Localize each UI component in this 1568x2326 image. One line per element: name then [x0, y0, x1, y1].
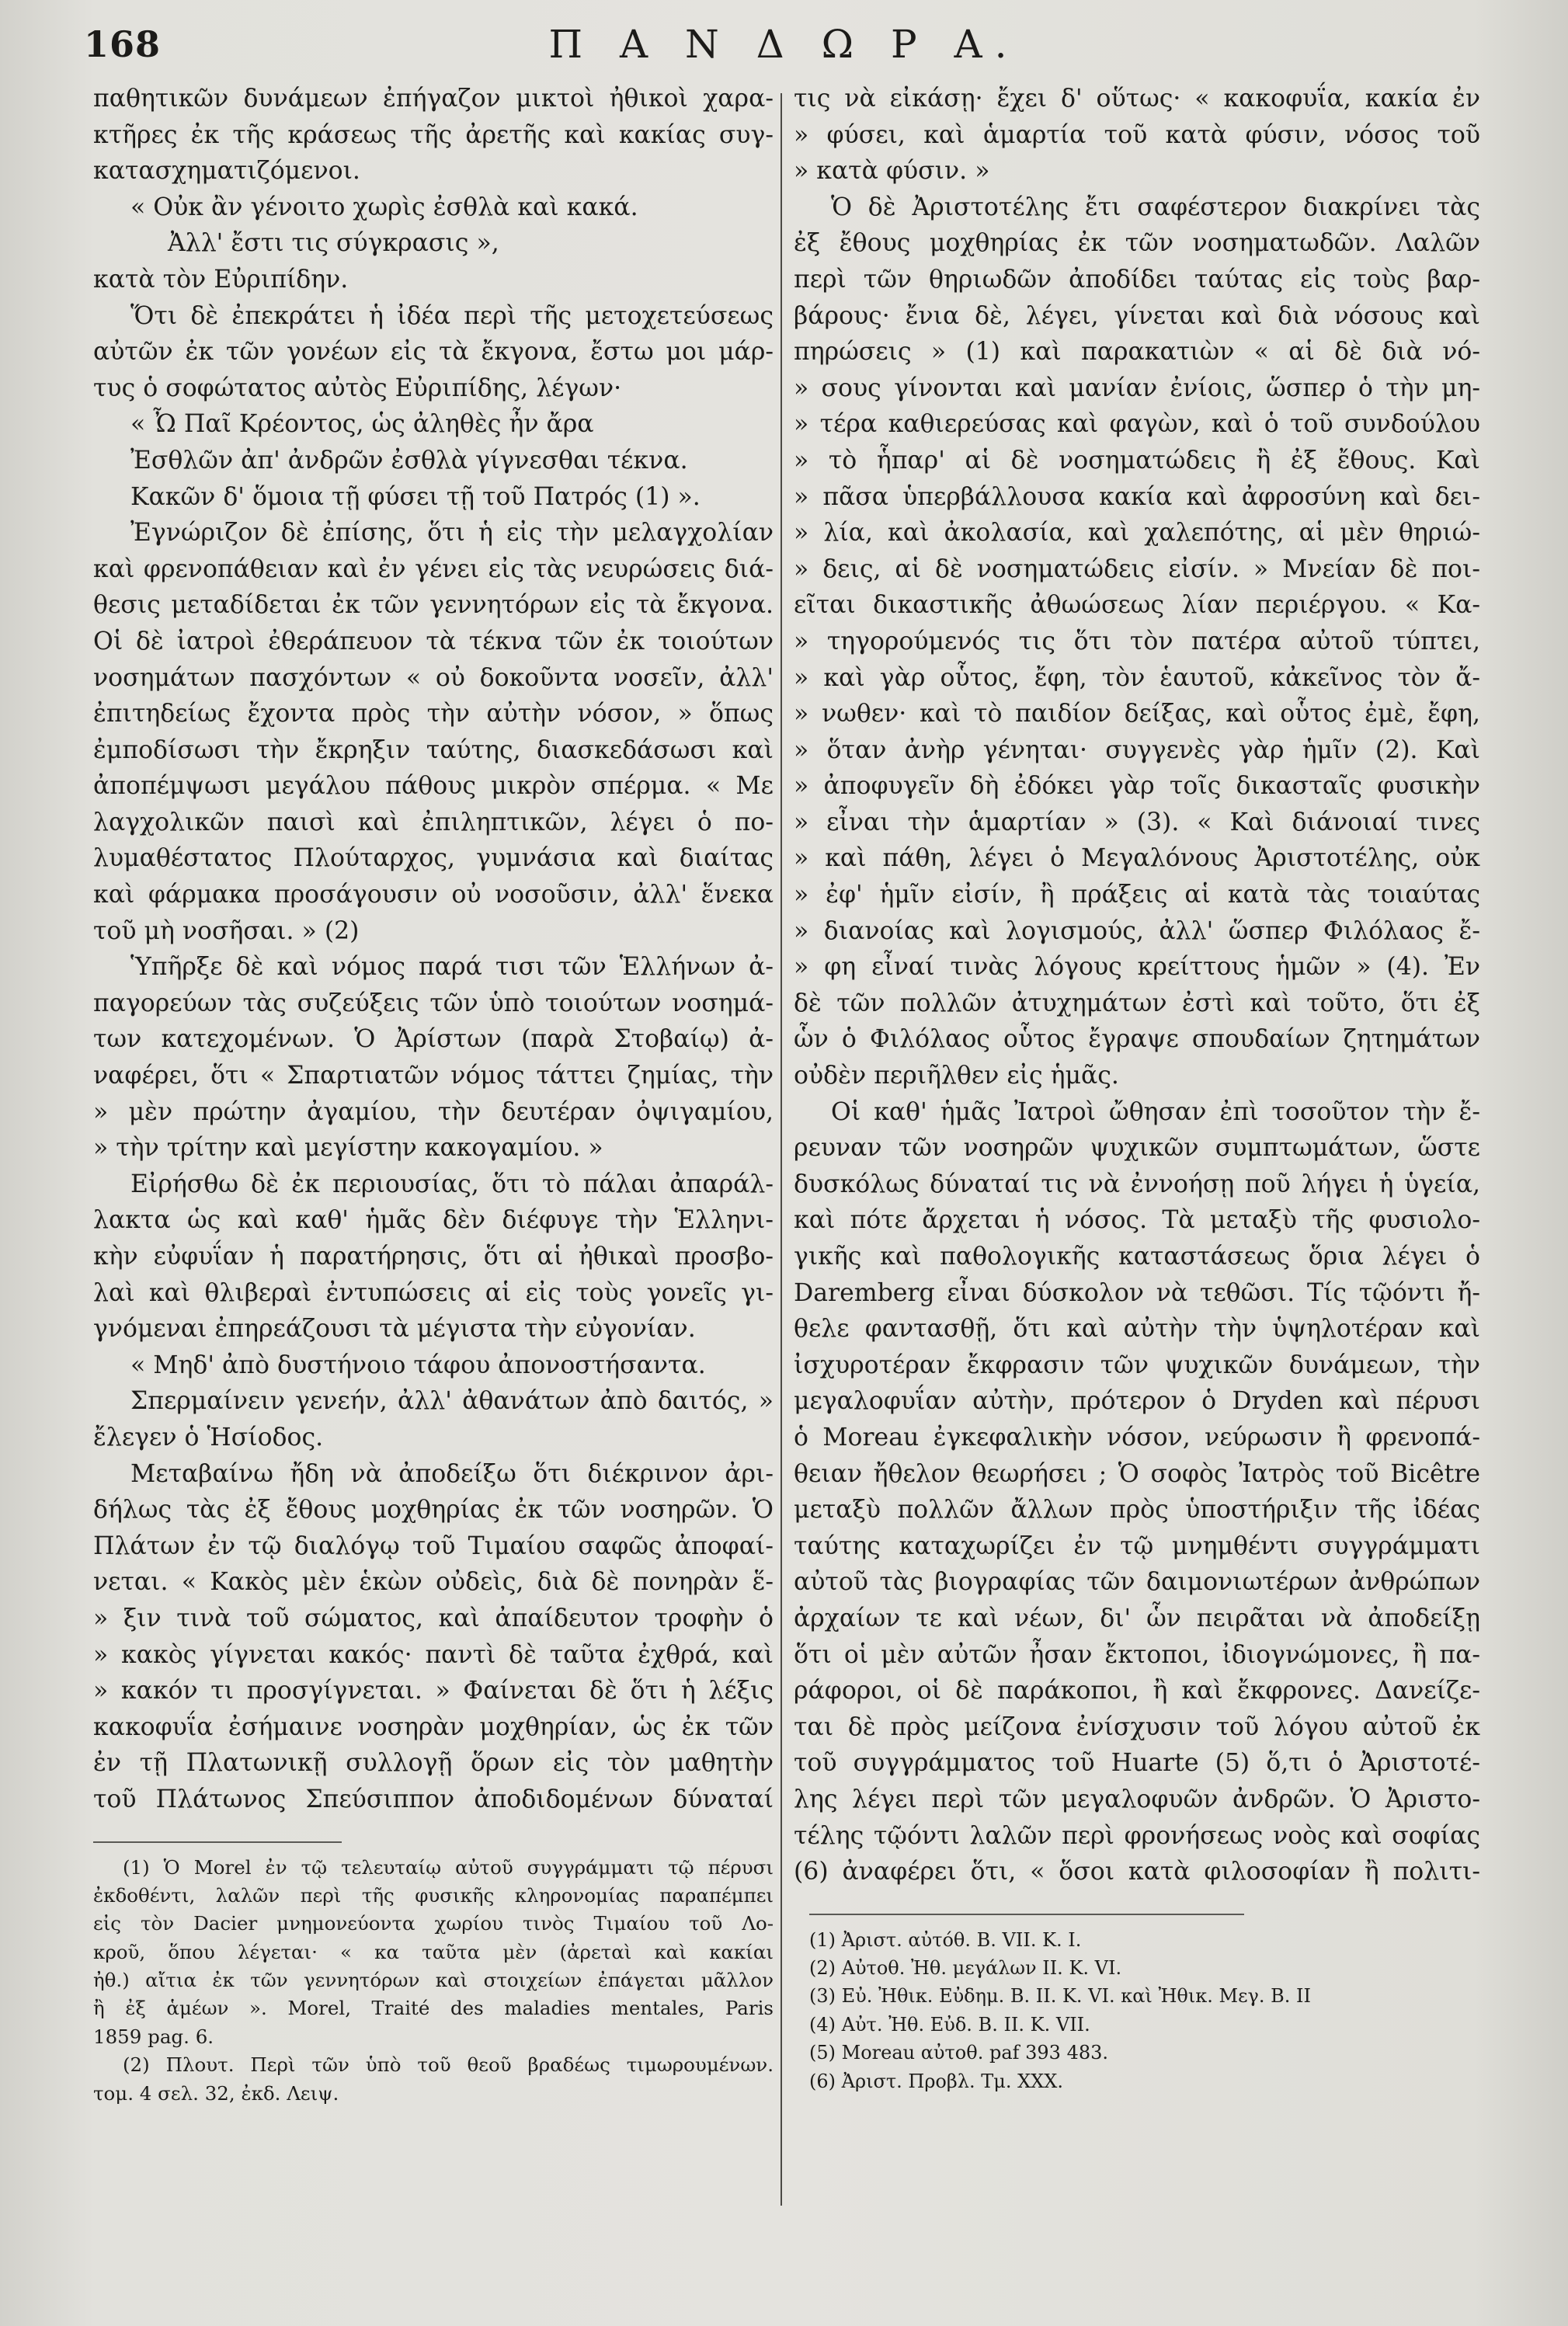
text-line: » ὅταν ἀνὴρ γένηται· συγγενὲς γὰρ ἡμῖν (2). Καὶ [794, 735, 1480, 764]
text-line: θελε φαντασθῇ, ὅτι καὶ αὐτὴν τὴν ὑψηλοτέραν καὶ [794, 1315, 1480, 1344]
text-line: λακτα ὡς καὶ καθ' ἡμᾶς δὲν διέφυγε τὴν Ἑλληνι- [93, 1206, 774, 1235]
text-line: γικῆς καὶ παθολογικῆς καταστάσεως ὅρια λέγει ὁ [794, 1243, 1480, 1271]
text-line: νοσημάτων πασχόντων « οὐ δοκοῦντα νοσεῖν, ἀλλ' [93, 663, 774, 692]
footnote-line: (1) Ὁ Morel ἐν τῷ τελευταίῳ αὐτοῦ συγγράμματι τῷ πέρυσι [123, 1855, 774, 1879]
text-line: περὶ τῶν θηριωδῶν ἀποδίδει ταύτας εἰς τοὺς βαρ- [794, 265, 1480, 294]
verse-line: « Μηδ' ἀπὸ δυστήνοιο τάφου ἀπονοστήσαντα. [130, 1351, 706, 1379]
text-line: λαὶ καὶ θλιβεραὶ ἐντυπώσεις αἱ εἰς τοὺς γονεῖς γι- [93, 1278, 774, 1307]
footnote-rule [809, 1914, 1244, 1915]
text-line: » τέρα καθιερεύσας καὶ φαγὼν, καὶ ὁ τοῦ συνδούλου [794, 410, 1480, 439]
text-line: τέλης τῷόντι λαλῶν περὶ φρονήσεως νοὸς καὶ σοφίας [794, 1821, 1480, 1850]
text-line: λαγχολικῶν παισὶ καὶ ἐπιληπτικῶν, λέγει ὁ πο- [93, 808, 774, 836]
text-line: μεγαλοφυΐαν αὐτὴν, πρότερον ὁ Dryden καὶ πέρυσι [794, 1387, 1480, 1416]
text-line: βάρους· ἔνια δὲ, λέγει, γίνεται καὶ διὰ νόσους καὶ [794, 301, 1480, 330]
text-line: θεσις μεταδίδεται ἐκ τῶν γεννητόρων εἰς τὰ ἔκγονα. [93, 591, 774, 620]
text-line: κτῆρες ἐκ τῆς κράσεως τῆς ἀρετῆς καὶ κακίας συγ- [93, 120, 774, 149]
text-line: » καὶ πάθη, λέγει ὁ Μεγαλόνους Ἀριστοτέλης, οὐκ [794, 844, 1480, 873]
text-line: Daremberg εἶναι δύσκολον νὰ τεθῶσι. Τίς τῷόντι ἤ- [794, 1278, 1480, 1307]
text-line: ὧν ὁ Φιλόλαος οὗτος ἔγραψε σπουδαίων ζητημάτων [794, 1025, 1480, 1054]
text-line: ὅτι οἱ μὲν αὐτῶν ἦσαν ἔκτοποι, ἰδιογνώμονες, ἢ πα- [794, 1640, 1480, 1669]
text-line: Μεταβαίνω ἤδη νὰ ἀποδείξω ὅτι διέκρινον ἀρι- [130, 1459, 774, 1488]
text-line: Εἰρήσθω δὲ ἐκ περιουσίας, ὅτι τὸ πάλαι ἀπαράλ- [130, 1170, 774, 1198]
text-line: » καὶ γὰρ οὗτος, ἔφη, τὸν ἑαυτοῦ, κἀκεῖνος τὸν ἄ- [794, 663, 1480, 692]
text-line: νεται. « Κακὸς μὲν ἑκὼν οὐδεὶς, διὰ δὲ πονηρὰν ἕ- [93, 1568, 774, 1597]
text-line: Ὑπῆρξε δὲ καὶ νόμος παρά τισι τῶν Ἑλλήνων ἀ- [130, 953, 774, 982]
footnote-line: κροῦ, ὅπου λέγεται· « κα ταῦτα μὲν (ἀρεταὶ καὶ κακίαι [93, 1940, 774, 1963]
right-column-text [794, 81, 1480, 1890]
text-line: ρευναν τῶν νοσηρῶν ψυχικῶν συμπτωμάτων, ὥστε [794, 1134, 1480, 1163]
running-title: Π Α Ν Δ Ω Ρ Α. [548, 22, 1020, 67]
text-line: » τηγορούμενός τις ὅτι τὸν πατέρα αὐτοῦ τύπτει, [794, 627, 1480, 655]
text-line: » σους γίνονται καὶ μανίαν ἐνίοις, ὥσπερ ὁ τὴν μη- [794, 374, 1480, 402]
footnote-line: (6) Ἀριστ. Προβλ. Τμ. XXX. [809, 2070, 1063, 2092]
text-line: παγορεύων τὰς συζεύξεις τῶν ὑπὸ τοιούτων νοσημά- [93, 989, 774, 1017]
left-column [93, 81, 774, 2108]
text-line: Πλάτων ἐν τῷ διαλόγῳ τοῦ Τιμαίου σαφῶς ἀποφαί- [93, 1532, 774, 1560]
text-line: » μὲν πρώτην ἀγαμίου, τὴν δευτέραν ὀψιγαμίου, [93, 1097, 774, 1126]
text-line: ἔλεγεν ὁ Ἡσίοδος. [93, 1423, 324, 1452]
text-line: » φη εἶναί τινὰς λόγους κρείττους ἡμῶν » (4). Ἐν [794, 953, 1480, 982]
verse-line: Ἀλλ' ἔστι τις σύγκρασις », [168, 229, 499, 258]
text-line: ἀποπέμψωσι μεγάλου πάθους μικρὸν σπέρμα. « Με [93, 772, 774, 801]
text-line: δήλως τὰς ἐξ ἔθους μοχθηρίας ἐκ τῶν νοσηρῶν. Ὁ [93, 1496, 774, 1525]
text-line: λης λέγει περὶ τῶν μεγαλοφυῶν ἀνδρῶν. Ὁ Ἀριστο- [794, 1785, 1480, 1813]
left-footnotes [93, 1854, 774, 2109]
footnote-line: ἐκδοθέντι, λαλῶν περὶ τῆς φυσικῆς κληρονομίας παραπέμπει [93, 1883, 774, 1907]
verse-line: « Ὦ Παῖ Κρέοντος, ὡς ἀληθὲς ἦν ἄρα [130, 410, 594, 439]
verse-line: Σπερμαίνειν γενεήν, ἀλλ' ἀθανάτων ἀπὸ δαιτός, » [130, 1387, 774, 1416]
text-line: Ὅτι δὲ ἐπεκράτει ἡ ἰδέα περὶ τῆς μετοχετεύσεως [130, 301, 774, 330]
text-line: Ὁ δὲ Ἀριστοτέλης ἔτι σαφέστερον διακρίνει τὰς [831, 193, 1480, 221]
text-line: κὴν εὐφυΐαν ἡ παρατήρησις, ὅτι αἱ ἠθικαὶ προσβο- [93, 1243, 774, 1271]
text-line: κατὰ τὸν Εὐριπίδην. [93, 265, 349, 294]
verse-line: Ἐσθλῶν ἀπ' ἀνδρῶν ἐσθλὰ γίγνεσθαι τέκνα. [130, 446, 688, 475]
text-line: » ἀποφυγεῖν δὴ ἐδόκει γὰρ τοῖς δικασταῖς φυσικὴν [794, 772, 1480, 801]
text-line: ἐμποδίσωσι τὴν ἔκρηξιν ταύτης, διασκεδάσωσι καὶ [93, 735, 774, 764]
verse-line: Κακῶν δ' ὅμοια τῇ φύσει τῇ τοῦ Πατρός (1) ». [130, 482, 701, 511]
footnote-line: (3) Εὐ. Ἠθικ. Εὐδημ. Β. II. Κ. VI. καὶ Ἠθικ. Μεγ. Β. II [809, 1985, 1312, 2008]
text-line: μεταξὺ πολλῶν ἄλλων πρὸς ὑποστήριξιν τῆς ἰδέας [794, 1496, 1480, 1525]
text-line: ἐν τῇ Πλατωνικῇ συλλογῇ ὅρων εἰς τὸν μαθητὴν [93, 1749, 774, 1778]
right-column [794, 81, 1480, 2095]
page-header [0, 0, 1568, 85]
text-line: κακοφυΐα ἐσήμαινε νοσηρὰν μοχθηρίαν, ὡς ἐκ τῶν [93, 1712, 774, 1741]
text-line: πηρώσεις » (1) καὶ παρακατιὼν « αἱ δὲ διὰ νό- [794, 338, 1480, 367]
text-line: ράφοροι, οἱ δὲ παράκοποι, ἢ καὶ ἔκφρονες. Δανείζε- [794, 1677, 1480, 1705]
text-line: » κακόν τι προσγίγνεται. » Φαίνεται δὲ ὅτι ἡ λέξις [93, 1677, 774, 1705]
text-line: κατασχηματιζόμενοι. [93, 157, 360, 186]
right-footnotes [794, 1926, 1480, 2095]
text-line: καὶ φάρμακα προσάγουσιν οὐ νοσοῦσιν, ἀλλ' ἕνεκα [93, 881, 774, 909]
text-line: ται δὲ πρὸς μείζονα ἐνίσχυσιν τοῦ λόγου αὐτοῦ ἐκ [794, 1712, 1480, 1741]
text-line: » δεις, αἱ δὲ νοσηματώδεις εἰσίν. » Μνείαν δὲ ποι- [794, 555, 1480, 583]
text-line: δὲ τῶν πολλῶν ἀτυχημάτων ἐστὶ καὶ τοῦτο, ὅτι ἐξ [794, 989, 1480, 1017]
text-line: ὁ Moreau ἐγκεφαλικὴν νόσον, νεύρωσιν ἢ φρενοπά- [794, 1423, 1480, 1452]
footnote-line: εἰς τὸν Dacier μνημονεύοντα χωρίου τινὸς Τιμαίου τοῦ Λο- [93, 1912, 774, 1935]
text-line: θειαν ἤθελον θεωρήσει ; Ὁ σοφὸς Ἰατρὸς τοῦ Bicêtre [794, 1459, 1480, 1488]
text-line: » κατὰ φύσιν. » [794, 157, 990, 186]
text-line: τοῦ Πλάτωνος Σπεύσιππον ἀποδιδομένων δύναταί [93, 1785, 774, 1813]
text-line: » διανοίας καὶ λογισμούς, ἀλλ' ὥσπερ Φιλόλαος ἔ- [794, 916, 1480, 945]
page-number: 168 [84, 23, 162, 65]
left-column-text [93, 81, 774, 1818]
text-line: » τὴν τρίτην καὶ μεγίστην κακογαμίου. » [93, 1134, 603, 1163]
text-line: τοῦ συγγράμματος τοῦ Huarte (5) ὅ,τι ὁ Ἀριστοτέ- [794, 1749, 1480, 1778]
footnote-line: ἢ ἐξ ἁμέων ». Morel, Traité des maladies mentales, Paris [93, 1997, 774, 2020]
text-line: εῖται δικαστικῆς ἀθωώσεως λίαν περιέργου. « Κα- [794, 591, 1480, 620]
text-line: τις νὰ εἰκάσῃ· ἔχει δ' οὕτως· « κακοφυΐα, κακία ἐν [794, 85, 1480, 113]
text-line: Οἱ καθ' ἡμᾶς Ἰατροὶ ὤθησαν ἐπὶ τοσοῦτον τὴν ἔ- [831, 1097, 1480, 1126]
text-line: » ξιν τινὰ τοῦ σώματος, καὶ ἀπαίδευτον τροφὴν ὁ [93, 1604, 774, 1632]
text-line: ναφέρει, ὅτι « Σπαρτιατῶν νόμος τάττει ζημίας, τὴν [93, 1062, 774, 1090]
footnote-line: τομ. 4 σελ. 32, ἐκδ. Λειψ. [93, 2081, 339, 2105]
text-line: » λία, καὶ ἀκολασία, καὶ χαλεπότης, αἱ μὲν θηριώ- [794, 519, 1480, 548]
text-line: αὐτοῦ τὰς βιογραφίας τῶν δαιμονιωτέρων ἀνθρώπων [794, 1568, 1480, 1597]
text-line: Ἐγνώριζον δὲ ἐπίσης, ὅτι ἡ εἰς τὴν μελαγχολίαν [130, 519, 774, 548]
text-line: τυς ὁ σοφώτατος αὐτὸς Εὐριπίδης, λέγων· [93, 374, 622, 402]
text-line: γνόμεναι ἐπηρεάζουσι τὰ μέγιστα τὴν εὐγονίαν. [93, 1315, 696, 1344]
footnote-line: (2) Πλουτ. Περὶ τῶν ὑπὸ τοῦ θεοῦ βραδέως τιμωρουμένων. [123, 2053, 774, 2077]
text-line: παθητικῶν δυνάμεων ἐπήγαζον μικτοὶ ἠθικοὶ χαρα- [93, 85, 774, 113]
text-line: » ἐφ' ἡμῖν εἰσίν, ἢ πράξεις αἱ κατὰ τὰς τοιαύτας [794, 881, 1480, 909]
verse-line: « Οὐκ ἂν γένοιτο χωρὶς ἐσθλὰ καὶ κακά. [130, 193, 638, 221]
text-line: τοῦ μὴ νοσῆσαι. » (2) [93, 916, 360, 945]
text-line: δυσκόλως δύναταί τις νὰ ἐννοήσῃ ποῦ λήγει ἡ ὑγεία, [794, 1170, 1480, 1198]
text-line: » κακὸς γίγνεται κακός· παντὶ δὲ ταῦτα ἐχθρά, καὶ [93, 1640, 774, 1669]
text-line: οὐδὲν περιῆλθεν εἰς ἡμᾶς. [794, 1062, 1119, 1090]
text-line: ταύτης καταχωρίζει ἐν τῷ μνημθέντι συγγράμματι [794, 1532, 1480, 1560]
column-divider [781, 93, 782, 2206]
text-line: » τὸ ἧπαρ' αἱ δὲ νοσηματώδεις ἢ ἐξ ἔθους. Καὶ [794, 446, 1480, 475]
text-line: » εἶναι τὴν ἁμαρτίαν » (3). « Καὶ διάνοιαί τινες [794, 808, 1480, 836]
text-line: Οἱ δὲ ἰατροὶ ἐθεράπευον τὰ τέκνα τῶν ἐκ τοιούτων [93, 627, 774, 655]
footnote-rule [93, 1841, 342, 1843]
text-line: καὶ φρενοπάθειαν καὶ ἐν γένει εἰς τὰς νευρώσεις διά- [93, 555, 774, 583]
footnote-line: (2) Αὐτοθ. Ἠθ. μεγάλων II. Κ. VI. [809, 1957, 1122, 1980]
text-line: ἰσχυροτέραν ἔκφρασιν τῶν ψυχικῶν δυνάμεων, τὴν [794, 1351, 1480, 1379]
footnote-line: (4) Αὐτ. Ἠθ. Εὐδ. Β. II. Κ. VII. [809, 2013, 1090, 2036]
text-line: » φύσει, καὶ ἁμαρτία τοῦ κατὰ φύσιν, νόσος τοῦ [794, 120, 1480, 149]
footnote-line: ἠθ.) αἴτια ἐκ τῶν γεννητόρων καὶ στοιχείων ἐπάγεται μᾶλλον [93, 1969, 774, 1992]
text-line: » νωθεν· καὶ τὸ παιδίον δείξας, καὶ οὗτος ἐμὲ, ἔφη, [794, 700, 1480, 728]
text-line: καὶ πότε ἄρχεται ἡ νόσος. Τὰ μεταξὺ τῆς φυσιολο- [794, 1206, 1480, 1235]
text-line: αὐτῶν ἐκ τῶν γονέων εἰς τὰ ἔκγονα, ἔστω μοι μάρ- [93, 338, 774, 367]
text-line: ἐπιτηδείως ἔχοντα πρὸς τὴν αὐτὴν νόσον, » ὅπως [93, 700, 774, 728]
footnote-line: (1) Ἀριστ. αὐτόθ. Β. VII. Κ. I. [809, 1928, 1082, 1951]
text-line: ἐξ ἔθους μοχθηρίας ἐκ τῶν νοσηματωδῶν. Λαλῶν [794, 229, 1480, 258]
text-line: (6) ἀναφέρει ὅτι, « ὅσοι κατὰ φιλοσοφίαν ἢ πολιτι- [794, 1858, 1480, 1886]
footnote-line: 1859 pag. 6. [93, 2025, 214, 2048]
footnote-line: (5) Moreau αὐτοθ. paf 393 483. [809, 2042, 1109, 2064]
text-line: » πᾶσα ὑπερβάλλουσα κακία καὶ ἀφροσύνη καὶ δει- [794, 482, 1480, 511]
text-line: των κατεχομένων. Ὁ Ἀρίστων (παρὰ Στοβαίῳ) ἀ- [93, 1025, 774, 1054]
text-line: ἀρχαίων τε καὶ νέων, δι' ὧν πειρᾶται νὰ ἀποδείξῃ [794, 1604, 1480, 1632]
text-line: λυμαθέστατος Πλούταρχος, γυμνάσια καὶ διαίτας [93, 844, 774, 873]
